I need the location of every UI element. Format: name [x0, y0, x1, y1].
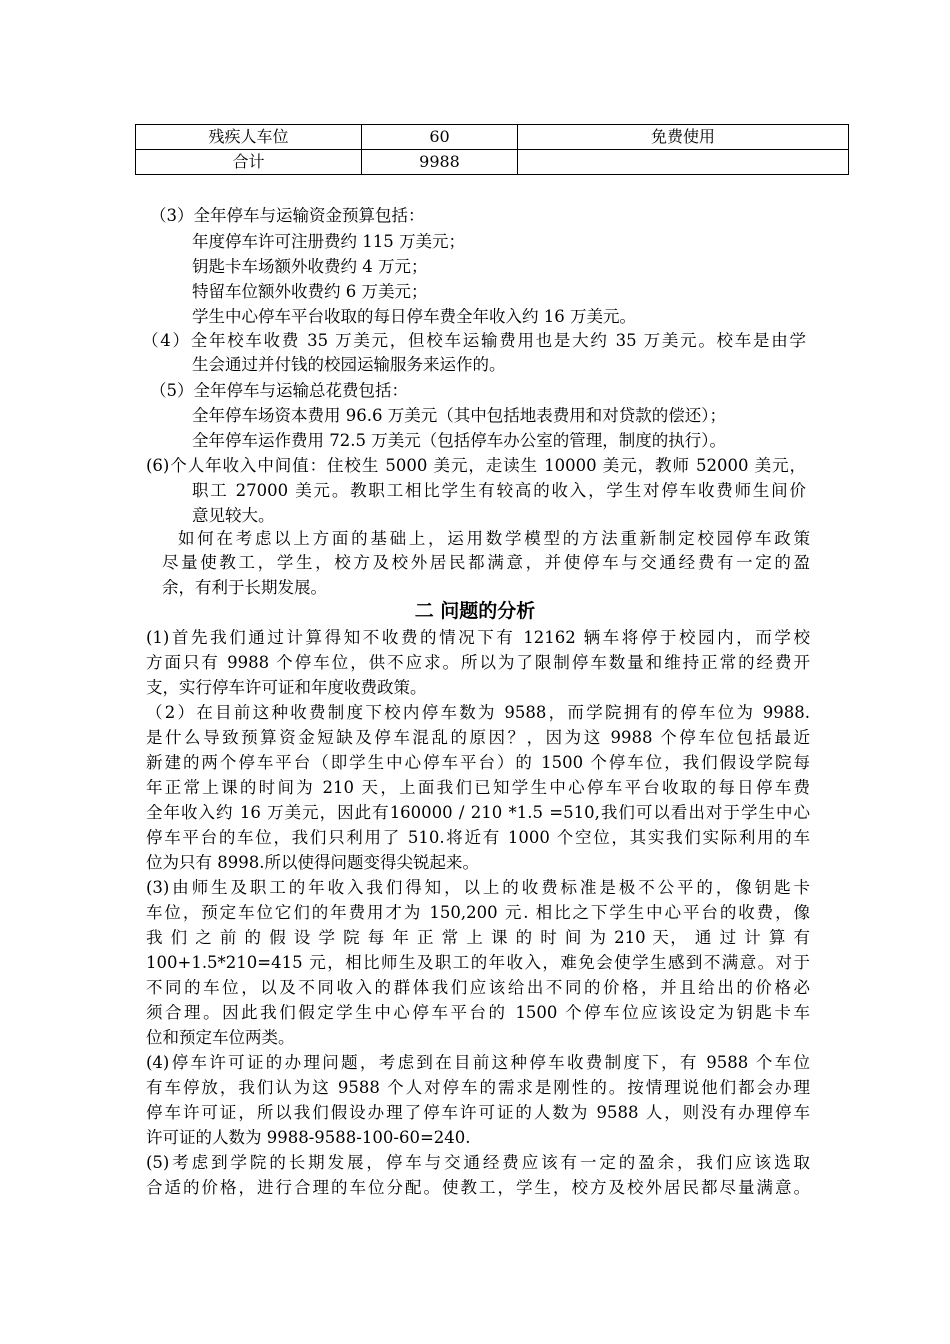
- text-line: 尽量使教工，学生，校方及校外居民都满意，并使停车与交通经费有一定的盈: [162, 553, 810, 572]
- text-line: （2）在目前这种收费制度下校内停车数为 9588，而学院拥有的停车位为 9988.: [146, 703, 810, 722]
- text-line: 新建的两个停车平台（即学生中心停车平台）的 1500 个停车位，我们假设学院每: [146, 753, 810, 772]
- text-line: 100+1.5*210=415 元，相比师生及职工的年收入，难免会使学生感到不满意。对于: [146, 953, 810, 972]
- text-line: 钥匙卡车场额外收费约 4 万元；: [192, 257, 428, 276]
- text-line: (3)由师生及职工的年收入我们得知，以上的收费标准是极不公平的，像钥匙卡: [146, 878, 810, 897]
- text-line: 合适的价格，进行合理的车位分配。使教工，学生，校方及校外居民都尽量满意。: [146, 1178, 810, 1197]
- text-line: 停车平台的车位，我们只利用了 510.将近有 1000 个空位，其实我们实际利用的车: [146, 828, 810, 847]
- text-line: (6)个人年收入中间值：住校生 5000 美元，走读生 10000 美元，教师 52000 美元，: [146, 456, 806, 475]
- text-line: 年度停车许可注册费约 115 万美元；: [192, 232, 465, 251]
- table-cell: 9988: [362, 150, 518, 175]
- text-line: （4）全年校车收费 35 万美元，但校车运输费用也是大约 35 万美元。校车是由学: [142, 331, 806, 350]
- table-row: [136, 150, 849, 175]
- text-line: 全年停车场资本费用 96.6 万美元（其中包括地表费用和对贷款的偿还）；: [192, 406, 726, 425]
- text-line: 特留车位额外收费约 6 万美元；: [192, 282, 428, 301]
- text-line: 生会通过并付钱的校园运输服务来运作的。: [192, 355, 506, 374]
- table-cell: 合计: [136, 150, 362, 175]
- table-cell: 残疾人车位: [136, 125, 362, 150]
- text-line: 不同的车位，以及不同收入的群体我们应该给出不同的价格，并且给出的价格必: [146, 978, 810, 997]
- text-line: 如何在考虑以上方面的基础上，运用数学模型的方法重新制定校园停车政策: [178, 529, 810, 548]
- text-line: 职工 27000 美元。教职工相比学生有较高的收入，学生对停车收费师生间价: [192, 481, 806, 500]
- text-line: 停车许可证，所以我们假设办理了停车许可证的人数为 9588 人，则没有办理停车: [146, 1103, 810, 1122]
- text-line: 余，有利于长期发展。: [162, 578, 327, 597]
- text-line: 全年收入约 16 万美元，因此有160000 / 210 *1.5 =510,我们可以看出对于学生中心: [146, 803, 810, 822]
- text-line: 须合理。因此我们假定学生中心停车平台的 1500 个停车位应该设定为钥匙卡车: [146, 1003, 810, 1022]
- table-cell: [518, 150, 849, 175]
- text-line: 有车停放，我们认为这 9588 个人对停车的需求是刚性的。按情理说他们都会办理: [146, 1078, 810, 1097]
- table-cell: 60: [362, 125, 518, 150]
- text-line: 年正常上课的时间为 210 天，上面我们已知学生中心停车平台收取的每日停车费: [146, 778, 810, 797]
- section-heading: 二 问题的分析: [414, 600, 536, 622]
- text-line: 学生中心停车平台收取的每日停车费全年收入约 16 万美元。: [192, 307, 636, 326]
- text-line: (1)首先我们通过计算得知不收费的情况下有 12162 辆车将停于校园内，而学校: [146, 628, 810, 647]
- text-line: 许可证的人数为 9988-9588-100-60=240.: [146, 1128, 471, 1147]
- text-line: (5)考虑到学院的长期发展，停车与交通经费应该有一定的盈余，我们应该选取: [146, 1153, 810, 1172]
- text-line: 是什么导致预算资金短缺及停车混乱的原因？，因为这 9988 个停车位包括最近: [146, 728, 810, 747]
- text-line: （5）全年停车与运输总花费包括：: [150, 381, 408, 400]
- text-line: (4)停车许可证的办理问题，考虑到在目前这种停车收费制度下，有 9588 个车位: [146, 1053, 810, 1072]
- table-row: [136, 125, 849, 150]
- text-line: 位为只有 8998.所以使得问题变得尖锐起来。: [146, 853, 479, 872]
- text-line: 意见较大。: [192, 506, 275, 525]
- text-line: 支，实行停车许可证和年度收费政策。: [146, 678, 427, 697]
- text-line: 我 们 之 前 的 假 设 学 院 每 年 正 常 上 课 的 时 间 为 210 天， 通 过 计 算 有: [146, 928, 810, 947]
- text-line: 全年停车运作费用 72.5 万美元（包括停车办公室的管理，制度的执行）。: [192, 431, 726, 450]
- text-line: 方面只有 9988 个停车位，供不应求。所以为了限制停车数量和维持正常的经费开: [146, 653, 810, 672]
- text-line: 位和预定车位两类。: [146, 1028, 295, 1047]
- table-cell: 免费使用: [518, 125, 849, 150]
- parking-table: [135, 124, 849, 175]
- text-line: （3）全年停车与运输资金预算包括：: [150, 206, 425, 225]
- text-line: 车位，预定车位它们的年费用才为 150,200 元. 相比之下学生中心平台的收费，像: [146, 903, 810, 922]
